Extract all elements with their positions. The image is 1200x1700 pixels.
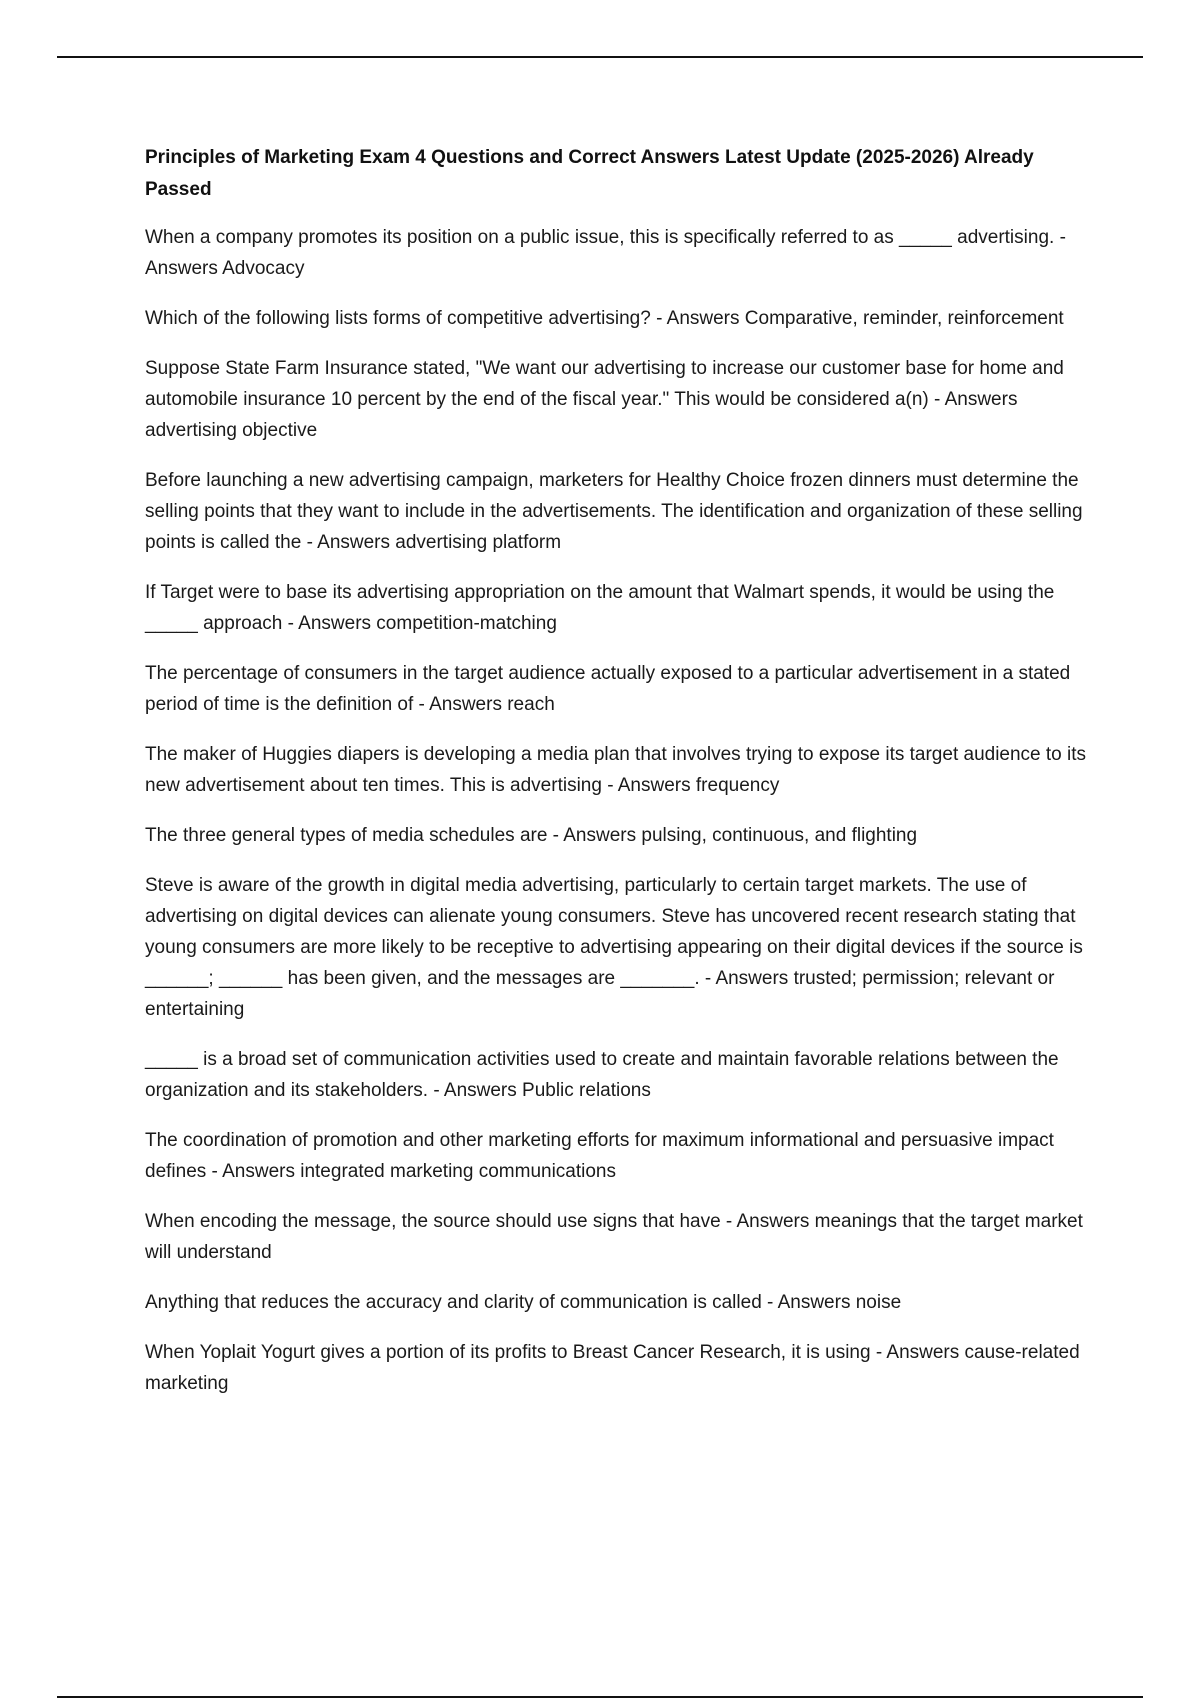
qa-list bbox=[145, 222, 1090, 1399]
qa-item: When a company promotes its position on a public issue, this is specifically referred to as _____ advertising. - Answers Advocacy bbox=[145, 227, 1066, 279]
qa-item: Which of the following lists forms of competitive advertising? - Answers Comparative, reminder, reinforcement bbox=[145, 308, 1064, 329]
qa-item: Anything that reduces the accuracy and clarity of communication is called - Answers noise bbox=[145, 1292, 902, 1313]
qa-item: The three general types of media schedules are - Answers pulsing, continuous, and flighting bbox=[145, 825, 918, 846]
qa-item: The coordination of promotion and other marketing efforts for maximum informational and persuasive impact defines - Answers integrated marketing communications bbox=[145, 1130, 1054, 1182]
document-body bbox=[145, 142, 1090, 1418]
qa-item: When Yoplait Yogurt gives a portion of its profits to Breast Cancer Research, it is using - Answers cause-related marketing bbox=[145, 1342, 1080, 1394]
qa-item: The maker of Huggies diapers is developing a media plan that involves trying to expose its target audience to its new advertisement about ten times. This is advertising - Answers frequency bbox=[145, 744, 1087, 796]
bottom-divider bbox=[57, 1696, 1143, 1698]
qa-item: Steve is aware of the growth in digital media advertising, particularly to certain target markets. The use of advertising on digital devices can alienate young consumers. Steve has uncovered recent research stating that young consumers are more likely to be receptive to advertising appearing on their digital devices if the source is ______; ______ has been given, and the messages are _______. - Answers trusted; permission; relevant or entertaining bbox=[145, 875, 1083, 1020]
top-divider bbox=[57, 56, 1143, 58]
qa-item: Before launching a new advertising campaign, marketers for Healthy Choice frozen dinners must determine the selling points that they want to include in the advertisements. The identification and organization of these selling points is called the - Answers advertising platform bbox=[145, 470, 1083, 553]
qa-item: If Target were to base its advertising appropriation on the amount that Walmart spends, it would be using the _____ approach - Answers competition-matching bbox=[145, 582, 1055, 634]
qa-item: Suppose State Farm Insurance stated, "We want our advertising to increase our customer base for home and automobile insurance 10 percent by the end of the fiscal year." This would be considered a(n) - Answers advertising objective bbox=[145, 358, 1064, 441]
document-title: Principles of Marketing Exam 4 Questions and Correct Answers Latest Update (2025-2026) Already Passed bbox=[145, 147, 1034, 200]
qa-item: _____ is a broad set of communication activities used to create and maintain favorable relations between the organization and its stakeholders. - Answers Public relations bbox=[145, 1049, 1059, 1101]
qa-item: When encoding the message, the source should use signs that have - Answers meanings that the target market will understand bbox=[145, 1211, 1083, 1263]
qa-item: The percentage of consumers in the target audience actually exposed to a particular advertisement in a stated period of time is the definition of - Answers reach bbox=[145, 663, 1071, 715]
